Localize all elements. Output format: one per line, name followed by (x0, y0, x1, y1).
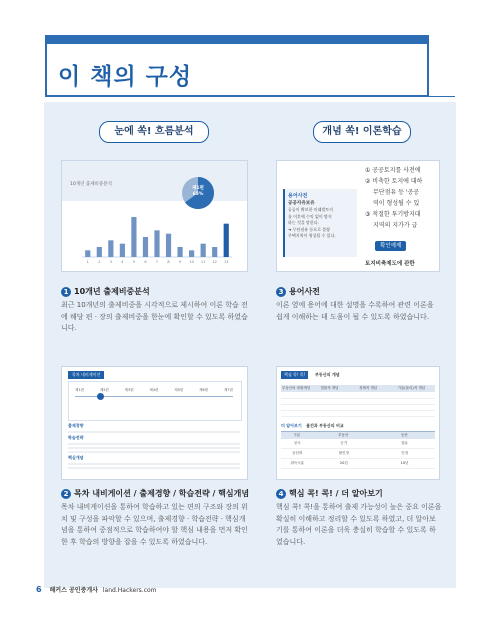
core-point-title: 부동산의 개념 (315, 372, 340, 377)
strategy-label: 학습전략 (68, 435, 84, 440)
theory-list (365, 165, 439, 231)
bar-tick-label: 12 (212, 260, 217, 264)
section-number: 3 (276, 287, 286, 297)
footer-brand: 해커스 공인중개사 (49, 587, 98, 594)
section-title-2: 2 목차 내비게이션 / 출제경향 / 학습전략 / 핵심개념 (61, 488, 249, 499)
bar (85, 250, 90, 257)
page-footer (36, 585, 157, 594)
bar (177, 247, 182, 257)
section-title-4: 4 핵심 콕! 콕! / 더 알아보기 (276, 488, 383, 499)
nav-step: 제5편 (174, 388, 184, 392)
theory-line: 지역의 지가가 급 (373, 222, 418, 229)
theory-line: ② 비축한 토지에 대하 (365, 178, 423, 185)
bar-chart (82, 209, 232, 265)
bar-tick-label: 8 (167, 260, 170, 264)
theory-line: ③ 적절한 투기방지대 (365, 211, 421, 218)
nav-step: 제7편 (223, 388, 233, 392)
bar-tick-label: 6 (144, 260, 147, 264)
bar (224, 224, 229, 257)
nav-box (68, 381, 242, 421)
core-point-tag: 핵심 콕! 콕! (281, 371, 308, 379)
bar-tick-label: 7 (155, 260, 159, 264)
glossary-line: 하는 것을 말한다. (288, 220, 319, 225)
bar-tick-label: 10 (189, 260, 194, 264)
glossary-heading: 용어사전 (288, 193, 308, 199)
theory-line: 무단점유 등 '공공 (373, 189, 420, 196)
more-tag: 더 알아보기 물건과 부동산의 비교 (281, 423, 344, 428)
glossary-line: ➜ 무단점유 등으로 불량 (288, 226, 330, 232)
bar (108, 240, 113, 257)
bar (143, 237, 148, 257)
section-desc-4: 핵심 콕! 콕!을 통하여 출제 가능성이 높은 중요 이론을 확실히 이해하고 정리할 수 있도록 하였고, 더 알아보기를 통하여 이론을 더욱 충실히 학습할 수 있도록 하였습니다. (276, 503, 442, 546)
bar-tick-label: 11 (200, 260, 206, 264)
bar-tick-label: 1 (86, 260, 89, 264)
bar-tick-label: 9 (178, 260, 182, 264)
glossary-line: 공공이 확보한 미래발토지 (288, 207, 334, 212)
theory-line: 역이 형성될 수 있 (373, 200, 420, 207)
nav-step: 제6편 (199, 388, 209, 392)
page-number: 6 (36, 585, 42, 594)
table-row: 공신력 불인정 인정 (281, 449, 435, 459)
bar (97, 247, 102, 257)
nav-step: 제4편 (149, 388, 159, 392)
nav-step: 제2편 (99, 388, 109, 392)
nav-step: 제1편 (75, 388, 84, 392)
section-desc-2: 목차 내비게이션을 통하여 학습하고 있는 편의 구조와 장의 위치 및 구성을 파악할 수 있으며, 출제경향 · 학습전략 · 핵심개념을 통하여 중점적으로 학습하여야 할 핵심 내용을 먼저 확인한 후 학습의 방향을 잡을 수 있도록 하였습니다. (61, 503, 248, 546)
section-number: 4 (276, 489, 286, 499)
nav-header: 목차 내비게이션 (68, 371, 104, 379)
bar (166, 234, 171, 257)
bar (120, 244, 125, 257)
nav-step: 제3편 (124, 388, 134, 392)
glossary-preview-card (276, 160, 440, 272)
bar (189, 250, 194, 257)
concept-table-head: 부동산의 복합개념 법률적 개념 경제적 개념 기술(물리)적 개념 (281, 385, 435, 392)
bar (201, 244, 206, 257)
core-label: 핵심개념 (68, 455, 84, 460)
glossary-line: 를 이후에 수익 없이 방지 (288, 213, 332, 219)
title-rule (45, 96, 455, 97)
section-desc-1: 최근 10개년의 출제비중을 시각적으로 제시하여 이론 학습 전에 해당 편 · 장의 출제비중을 한눈에 확인할 수 있도록 하였습니다. (61, 301, 248, 332)
section-title-1: 1 10개년 출제비중분석 (61, 286, 150, 297)
chart-preview-label: 10개년 출제비중분석 (70, 182, 112, 187)
pie-label: 제1편 (192, 186, 204, 191)
bar-tick-label: 2 (98, 260, 101, 264)
glossary-term: 공공자유보유 (288, 201, 315, 206)
section-title-3: 3 용어사전 (276, 286, 320, 297)
bar (131, 217, 136, 257)
trend-label: 출제경향 (68, 423, 84, 428)
concept-table-body (281, 393, 435, 419)
bar-tick-label: 5 (132, 260, 136, 264)
navigation-preview-card (61, 366, 248, 480)
confirm-example-line: 토지비축제도에 관한 (365, 261, 415, 267)
page-title: 이 책의 구성 (58, 64, 193, 90)
table-row: 공시 등기 점유 (281, 439, 435, 449)
core-point-preview-card (276, 366, 440, 480)
section-number: 2 (61, 489, 71, 499)
nav-current-dot (97, 393, 104, 400)
bar-tick-label: 13 (223, 260, 229, 264)
pie-value: 65% (192, 192, 204, 197)
section-desc-3: 이론 옆에 용어에 대한 설명을 수록하여 관련 이론을 쉽게 이해하는 데 도움이 될 수 있도록 하였습니다. (276, 301, 434, 321)
section-number: 1 (61, 287, 71, 297)
footer-url: land.Hackers.com (102, 587, 157, 594)
glossary-box (283, 189, 357, 257)
bar-tick-label: 4 (121, 260, 124, 264)
theory-line: ① 공공토지를 사전에 (365, 167, 421, 174)
confirm-example-tag: 확인예제 (375, 241, 406, 251)
pill-flow-analysis: 눈에 쏙! 흐름분석 (99, 121, 209, 143)
bar (154, 230, 159, 257)
bar (212, 247, 217, 257)
table-row: 취득시효 20년 10년 (281, 459, 435, 469)
nav-content (68, 423, 240, 471)
chart-preview-card (61, 160, 248, 272)
compare-table: 구분 부동산 동산 공시 등기 점유 공신력 불인정 인정 취득시효 20년 10년 (281, 431, 435, 469)
glossary-line: 주택지역이 형성될 수 있다. (288, 233, 336, 238)
pill-theory-study: 개념 쏙! 이론학습 (313, 121, 411, 143)
bar-tick-label: 3 (109, 260, 112, 264)
